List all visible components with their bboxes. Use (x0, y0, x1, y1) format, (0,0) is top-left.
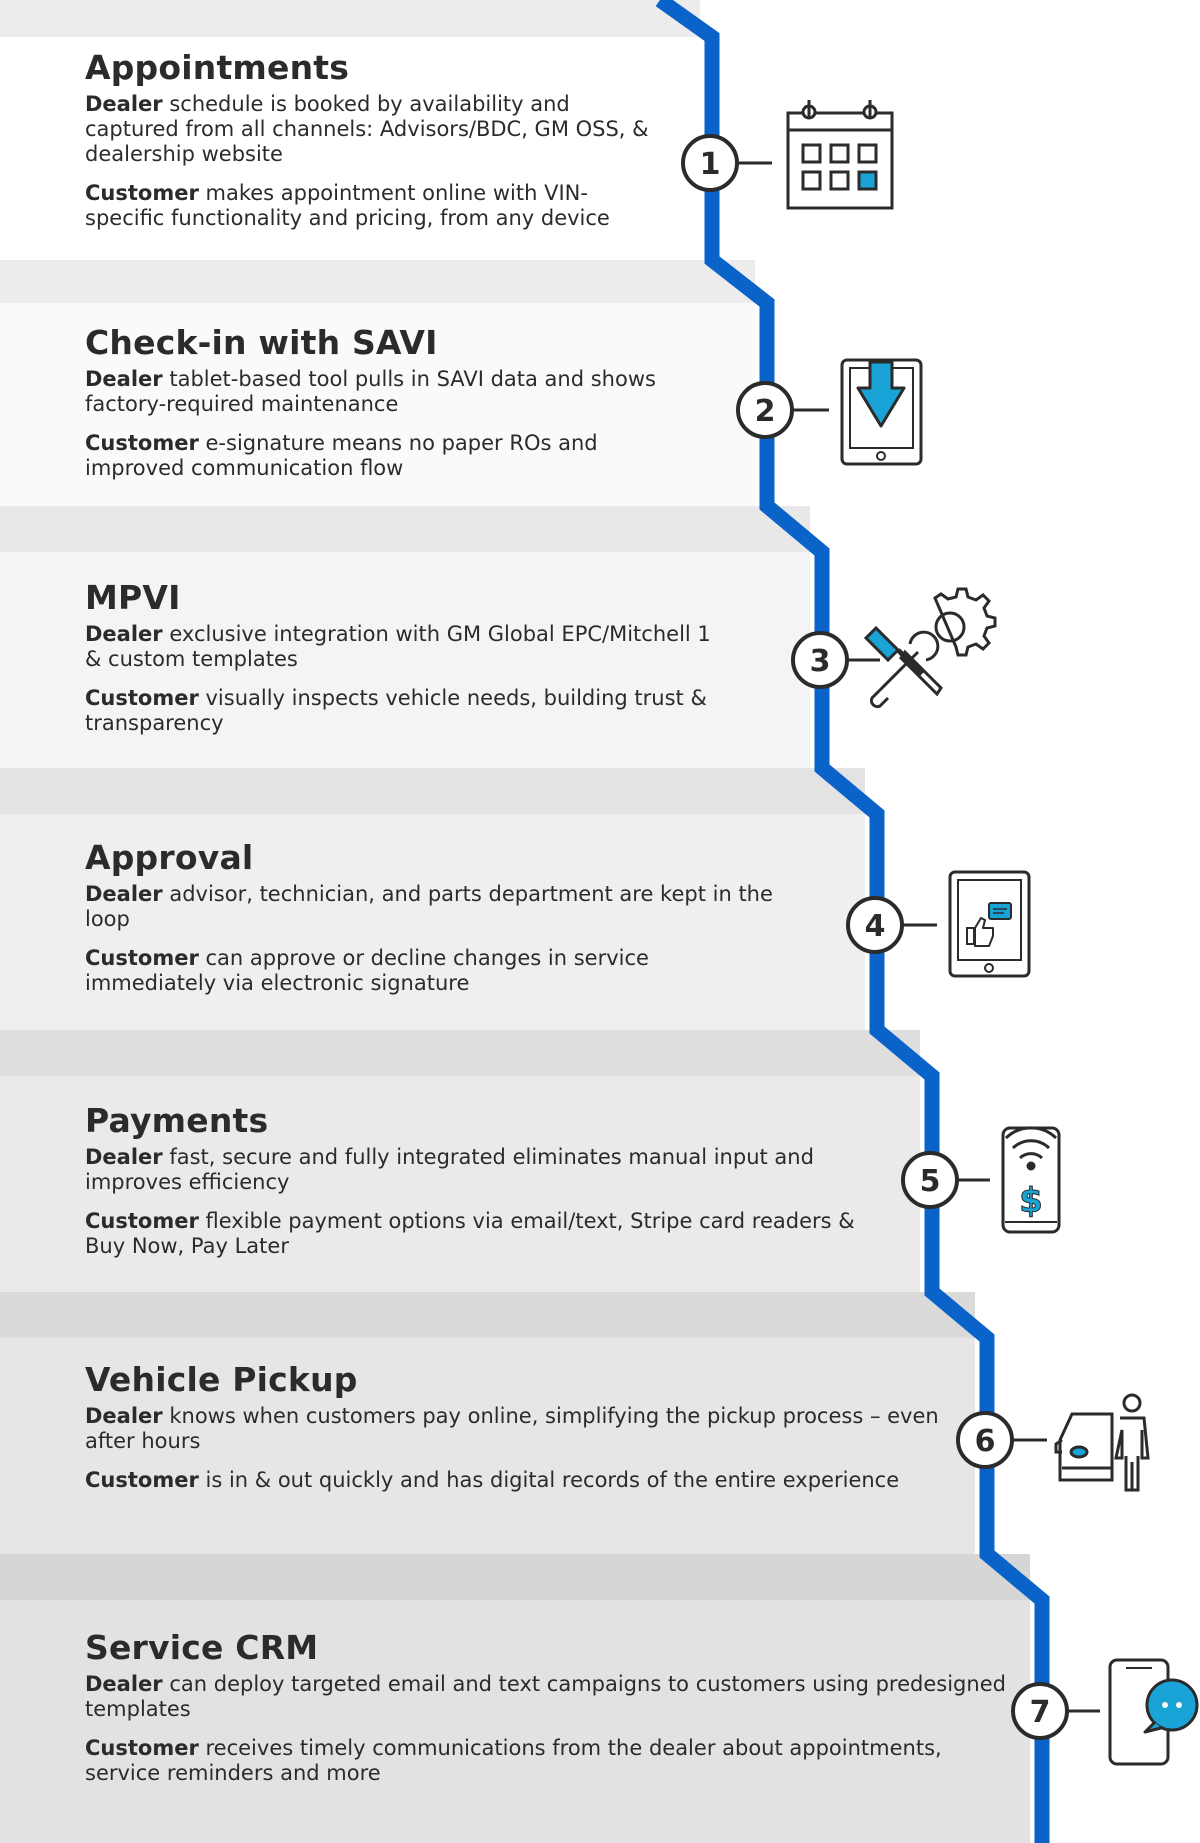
dealer-text: fast, secure and fully integrated eliminates manual input and improves efficiency (85, 1145, 814, 1195)
step-title: Payments (85, 1101, 269, 1140)
dollar-sign: $ (1019, 1181, 1043, 1221)
step-number-text: 1 (699, 147, 721, 182)
dealer-text: advisor, technician, and parts department are kept in the loop (85, 882, 773, 932)
dealer-text: can deploy targeted email and text campaigns to customers using predesigned templates (85, 1672, 1006, 1722)
step-number-text: 3 (809, 644, 831, 679)
customer-text: receives timely communications from the dealer about appointments, service reminders and more (85, 1736, 942, 1786)
step-number-text: 7 (1029, 1695, 1051, 1730)
customer-label: Customer (85, 1736, 199, 1761)
dealer-text: schedule is booked by availability and captured from all channels: Advisors/BDC, GM OSS, & dealership website (85, 92, 649, 167)
car-person-icon (1056, 1395, 1148, 1490)
customer-label: Customer (85, 181, 199, 206)
tools-gear-icon (866, 589, 995, 707)
customer-text: is in & out quickly and has digital records of the entire experience (205, 1468, 900, 1493)
step-number-text: 5 (919, 1164, 941, 1199)
customer-label: Customer (85, 1468, 199, 1493)
customer-label: Customer (85, 1209, 199, 1234)
step-number-4 (848, 898, 902, 952)
dealer-label: Dealer (85, 1404, 163, 1429)
step-number-2 (738, 383, 792, 437)
dealer-label: Dealer (85, 92, 163, 117)
customer-label: Customer (85, 431, 199, 456)
dealer-label: Dealer (85, 367, 163, 392)
phone-chat-icon (1110, 1660, 1197, 1764)
dealer-label: Dealer (85, 1145, 163, 1170)
customer-text: e-signature means no paper ROs and improved communication flow (85, 431, 598, 481)
step-title: MPVI (85, 578, 181, 617)
dealer-text: exclusive integration with GM Global EPC/Mitchell 1 & custom templates (85, 622, 711, 672)
tablet-download-icon (842, 360, 921, 464)
step-number-5 (903, 1153, 957, 1207)
tablet-thumbs-up-icon (950, 872, 1029, 976)
dealer-label: Dealer (85, 1672, 163, 1697)
step-title: Approval (85, 838, 254, 877)
dealer-text: tablet-based tool pulls in SAVI data and shows factory-required maintenance (85, 367, 656, 417)
step-title: Check-in with SAVI (85, 323, 438, 362)
step-number-1 (683, 136, 737, 190)
step-title: Appointments (85, 48, 350, 87)
step-title: Vehicle Pickup (85, 1360, 358, 1399)
phone-payment-icon (1003, 1128, 1059, 1232)
customer-text: can approve or decline changes in service immediately via electronic signature (85, 946, 649, 996)
dealer-text: knows when customers pay online, simplifying the pickup process – even after hours (85, 1404, 939, 1454)
calendar-icon (788, 100, 892, 208)
customer-text: flexible payment options via email/text, Stripe card readers & Buy Now, Pay Later (85, 1209, 855, 1259)
step-number-3 (793, 633, 847, 687)
step-number-7 (1013, 1684, 1067, 1738)
dealer-label: Dealer (85, 622, 163, 647)
step-number-text: 6 (974, 1424, 996, 1459)
customer-label: Customer (85, 686, 199, 711)
customer-text: makes appointment online with VIN-specific functionality and pricing, from any device (85, 181, 610, 231)
step-number-text: 4 (864, 909, 886, 944)
step-number-6 (958, 1413, 1012, 1467)
customer-label: Customer (85, 946, 199, 971)
step-title: Service CRM (85, 1628, 319, 1667)
dealer-label: Dealer (85, 882, 163, 907)
customer-text: visually inspects vehicle needs, building trust & transparency (85, 686, 707, 736)
step-number-text: 2 (754, 394, 776, 429)
